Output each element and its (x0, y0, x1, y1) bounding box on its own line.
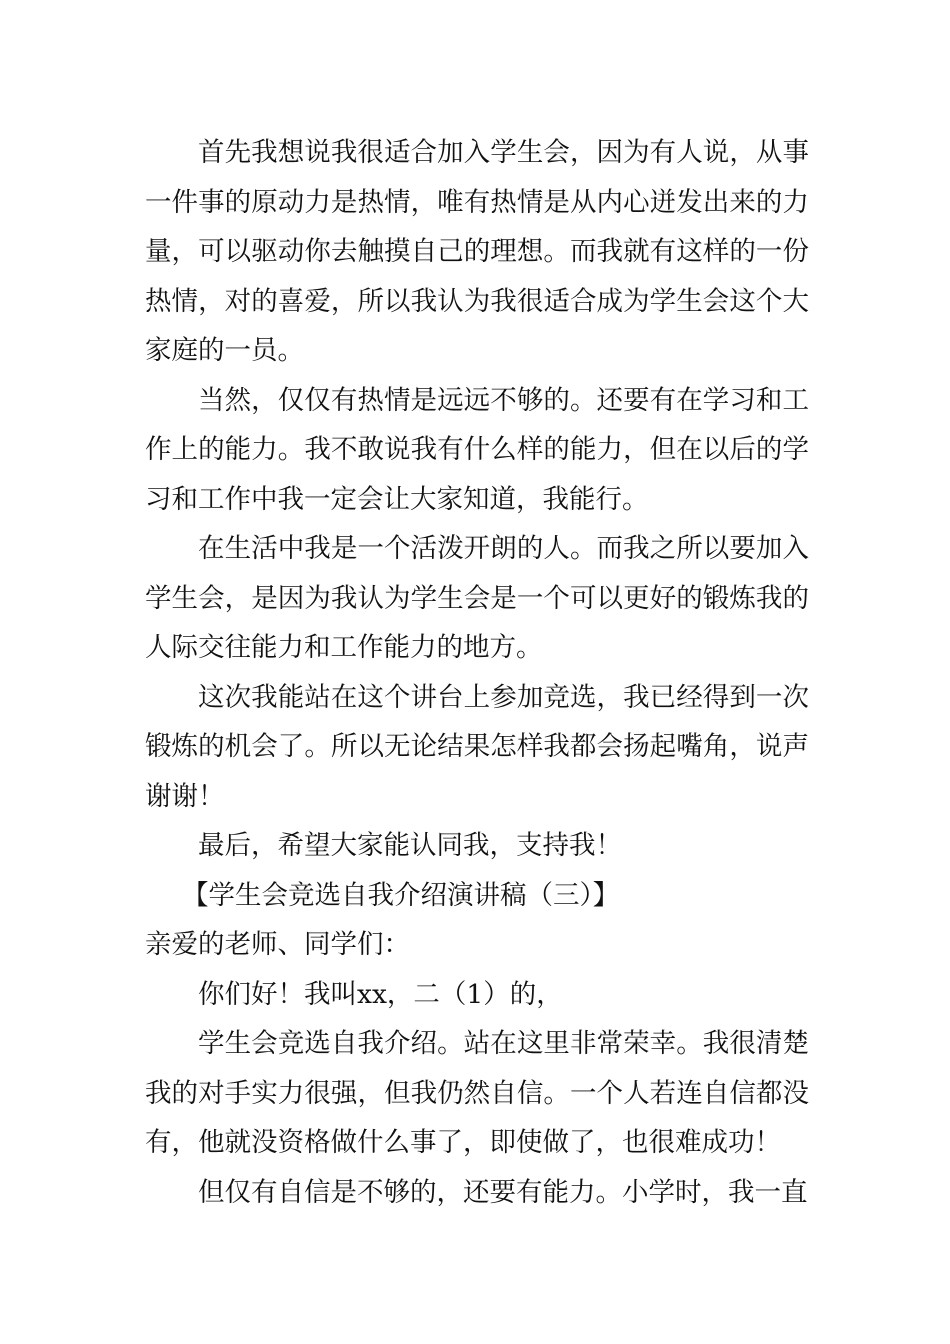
paragraph-2: 当然，仅仅有热情是远远不够的。还要有在学习和工作上的能力。我不敢说我有什么样的能力，但在以后的学习和工作中我一定会让大家知道，我能行。 (145, 384, 809, 515)
paragraph-5: 最后，希望大家能认同我，支持我！ (198, 830, 622, 861)
paragraph-8: 但仅有自信是不够的，还要有能力。小学时，我一直 (198, 1176, 808, 1208)
paragraph-4: 这次我能站在这个讲台上参加竞选，我已经得到一次锻炼的机会了。所以无论结果怎样我都会扬起嘴角，说声谢谢！ (145, 681, 809, 812)
paragraph-7: 学生会竞选自我介绍。站在这里非常荣幸。我很清楚我的对手实力很强，但我仍然自信。一个人若连自信都没有，他就没资格做什么事了，即使做了，也很难成功！ (145, 1028, 809, 1158)
section-heading: 【学生会竞选自我介绍演讲稿（三）】 (182, 879, 620, 911)
salutation: 亲爱的老师、同学们： (145, 929, 410, 960)
document-body (145, 128, 809, 1217)
paragraph-1: 首先我想说我很适合加入学生会，因为有人说，从事一件事的原动力是热情，唯有热情是从内心迸发出来的力量，可以驱动你去触摸自己的理想。而我就有这样的一份热情，对的喜爱，所以我认为我很适合成为学生会这个大家庭的一员。 (145, 137, 809, 366)
paragraph-3: 在生活中我是一个活泼开朗的人。而我之所以要加入学生会，是因为我认为学生会是一个可以更好的锻炼我的人际交往能力和工作能力的地方。 (145, 533, 809, 663)
paragraph-6: 你们好！我叫xx，二（1）的， (198, 978, 563, 1010)
